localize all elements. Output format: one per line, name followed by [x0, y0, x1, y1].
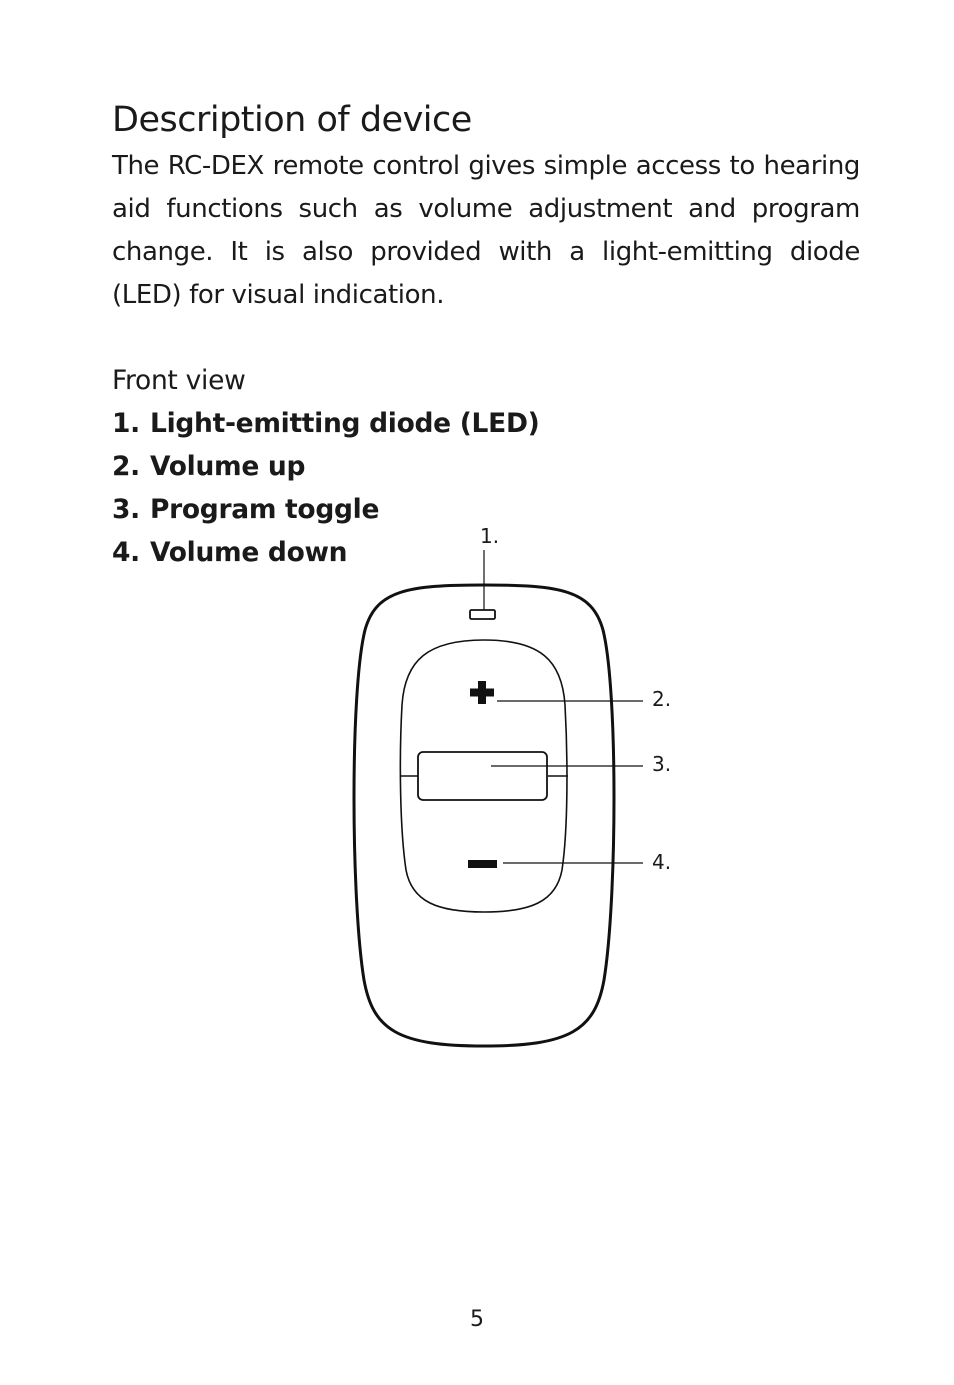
callout-label-1: 1. — [480, 524, 500, 548]
list-item-number: 1. — [112, 408, 140, 439]
program-toggle-button — [418, 752, 547, 800]
plus-icon — [470, 681, 494, 704]
list-item-number: 4. — [112, 537, 140, 568]
callout-label-4: 4. — [652, 850, 672, 874]
page-number: 5 — [470, 1307, 484, 1332]
front-view-heading: Front view — [112, 365, 246, 396]
list-item-number: 2. — [112, 451, 140, 482]
page-title: Description of device — [112, 100, 472, 140]
remote-body-outline — [354, 585, 614, 1046]
list-item-number: 3. — [112, 494, 140, 525]
callout-label-2: 2. — [652, 687, 672, 711]
list-item-label: Program toggle — [150, 494, 380, 525]
list-item-label: Light-emitting diode (LED) — [150, 408, 540, 439]
minus-icon — [468, 860, 497, 868]
list-item-label: Volume up — [150, 451, 306, 482]
button-panel-outline — [400, 640, 567, 912]
led-indicator — [470, 610, 495, 619]
intro-paragraph: The RC-DEX remote control gives simple access to hearing aid functions such as volume adjustment and program change. It is also provided with a light-emitting diode (LED) for visual indication. — [112, 151, 860, 310]
list-item-label: Volume down — [150, 537, 348, 568]
callout-label-3: 3. — [652, 752, 672, 776]
